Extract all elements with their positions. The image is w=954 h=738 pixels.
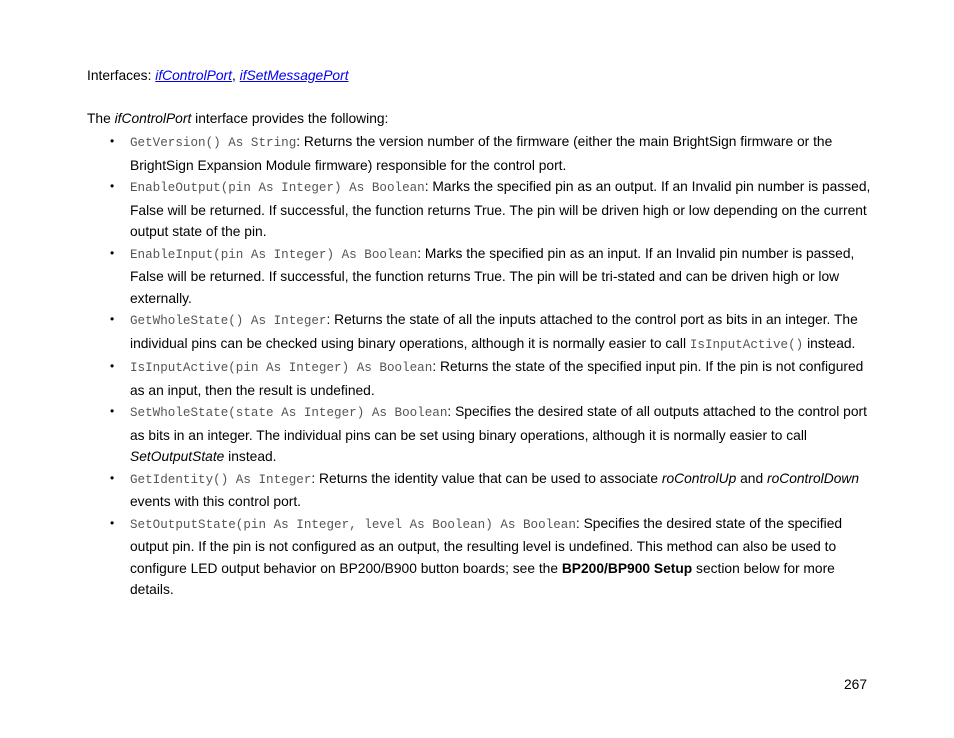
method-description-tail: instead. [803, 335, 856, 351]
bullet-icon: • [110, 359, 115, 373]
method-signature: IsInputActive(pin As Integer) As Boolean [130, 361, 433, 375]
method-description: : Specifies the desired state of the specified output pin. If the pin is not configured as an output, the resulting level is undefined. This method can also be used to configure LED output behavior on BP200/B900 button boards; see the [130, 515, 843, 576]
method-description-tail: section below for more details. [130, 560, 835, 597]
method-item-setwholestate [87, 401, 877, 468]
method-item-isinputactive [87, 356, 877, 401]
method-description-tail: events with this control port. [130, 494, 302, 509]
method-item-getwholestate [87, 309, 877, 356]
method-item-getversion [87, 131, 877, 176]
page-number: 267 [843, 677, 867, 692]
bullet-icon: • [110, 245, 115, 260]
method-signature: GetVersion() As String [130, 136, 297, 150]
method-description: : Returns the version number of the firmware (either the main BrightSign firmware or the BrightSign Expansion Module firmware) responsible for the control port. [130, 134, 833, 173]
method-reference-italic-2: roControlDown [766, 470, 860, 486]
method-reference-code: IsInputActive() [689, 337, 804, 352]
bullet-icon: • [110, 404, 115, 418]
method-description: : Returns the state of all the inputs attached to the control port as bits in an integer. The individual pins can be checked using binary operations, although it is normally easier to call [130, 312, 858, 351]
method-description: : Marks the specified pin as an output. If an Invalid pin number is passed, False will be returned. If successful, the function returns True. The pin will be driven high or low depending on the current output state of the pin. [130, 179, 871, 239]
method-list [87, 131, 877, 601]
method-signature: EnableInput(pin As Integer) As Boolean [130, 247, 418, 262]
method-description: : Returns the identity value that can be used to associate [311, 470, 662, 486]
method-description-mid: and [736, 470, 767, 486]
method-signature: GetWholeState() As Integer [130, 314, 327, 328]
method-description: : Marks the specified pin as an input. If an Invalid pin number is passed, False will be returned. If successful, the function returns True. The pin will be tri-stated and can be driven high or low externally. [130, 245, 855, 306]
method-signature: SetOutputState(pin As Integer, level As Boolean) As Boolean [130, 517, 576, 532]
method-description: : Specifies the desired state of all outputs attached to the control port as bits in an integer. The individual pins can be set using binary operations, although it is normally easier to call [130, 404, 867, 443]
bullet-icon: • [110, 179, 115, 193]
interfaces-separator: , [231, 68, 236, 83]
intro-text-before: The [87, 111, 115, 126]
ifsetmessageport-link[interactable]: ifSetMessagePort [239, 68, 349, 83]
method-item-enableoutput [87, 176, 877, 243]
method-reference-italic: roControlUp [661, 470, 737, 486]
method-signature: EnableOutput(pin As Integer) As Boolean [130, 181, 425, 195]
bullet-icon: • [110, 470, 115, 485]
bullet-icon: • [110, 134, 115, 148]
method-item-setoutputstate [87, 513, 877, 601]
method-description-tail: instead. [224, 449, 277, 464]
method-reference-italic: SetOutputState [130, 449, 225, 464]
bullet-icon: • [110, 312, 115, 326]
method-item-getidentity [87, 468, 877, 513]
method-signature: SetWholeState(state As Integer) As Boolean [130, 406, 448, 420]
method-reference-bold: BP200/BP900 Setup [561, 560, 693, 576]
ifcontrolport-link[interactable]: ifControlPort [155, 68, 232, 83]
interfaces-line [87, 67, 877, 85]
intro-text-after: interface provides the following: [191, 111, 389, 126]
interfaces-label: Interfaces: [87, 68, 152, 83]
bullet-icon: • [110, 515, 115, 530]
method-item-enableinput [87, 243, 877, 310]
intro-interface-name: ifControlPort [114, 111, 192, 126]
intro-paragraph [87, 110, 877, 128]
method-signature: GetIdentity() As Integer [130, 472, 312, 487]
document-page [87, 67, 877, 601]
method-description: : Returns the state of the specified input pin. If the pin is not configured as an input, then the result is undefined. [130, 359, 864, 398]
